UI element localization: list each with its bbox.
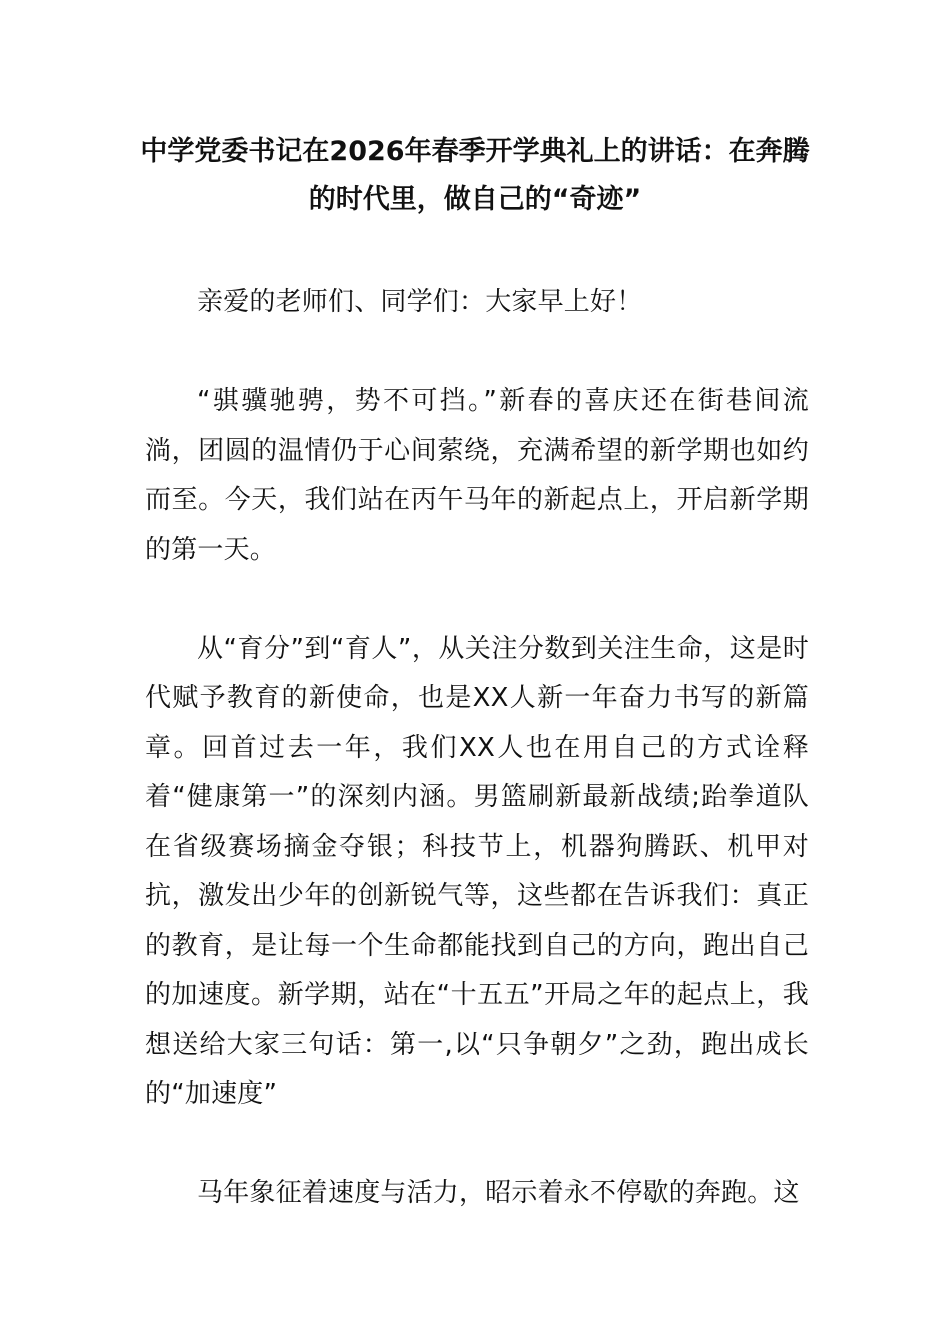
paragraph-greeting: 亲爱的老师们、同学们：大家早上好！ <box>197 287 643 317</box>
document-title: 中学党委书记在2026年春季开学典礼上的讲话：在奔腾的时代里，做自己的“奇迹” <box>140 136 810 215</box>
document-body <box>145 278 809 1268</box>
paragraph-education: 从“育分”到“育人”，从关注分数到关注生命，这是时代赋予教育的新使命，也是XX人新一年奋力书写的新篇章。回首过去一年，我们XX人也在用自己的方式诠释着“健康第一”的深刻内涵。男篮刷新最新战绩;跆拳道队在省级赛场摘金夺银；科技节上，机器狗腾跃、机甲对抗，激发出少年的创新锐气等，这些都在告诉我们：真正的教育，是让每一个生命都能找到自己的方向，跑出自己的加速度。新学期，站在“十五五”开局之年的起点上，我想送给大家三句话：第一,以“只争朝夕”之劲，跑出成长的“加速度” <box>145 633 809 1109</box>
paragraph-horse-year: 马年象征着速度与活力，昭示着永不停歇的奔跑。这 <box>197 1178 800 1208</box>
paragraph-opening: “骐骥驰骋，势不可挡。”新春的喜庆还在街巷间流淌，团圆的温情仍于心间萦绕，充满希望的新学期也如约而至。今天，我们站在丙午马年的新起点上，开启新学期的第一天。 <box>145 386 809 565</box>
